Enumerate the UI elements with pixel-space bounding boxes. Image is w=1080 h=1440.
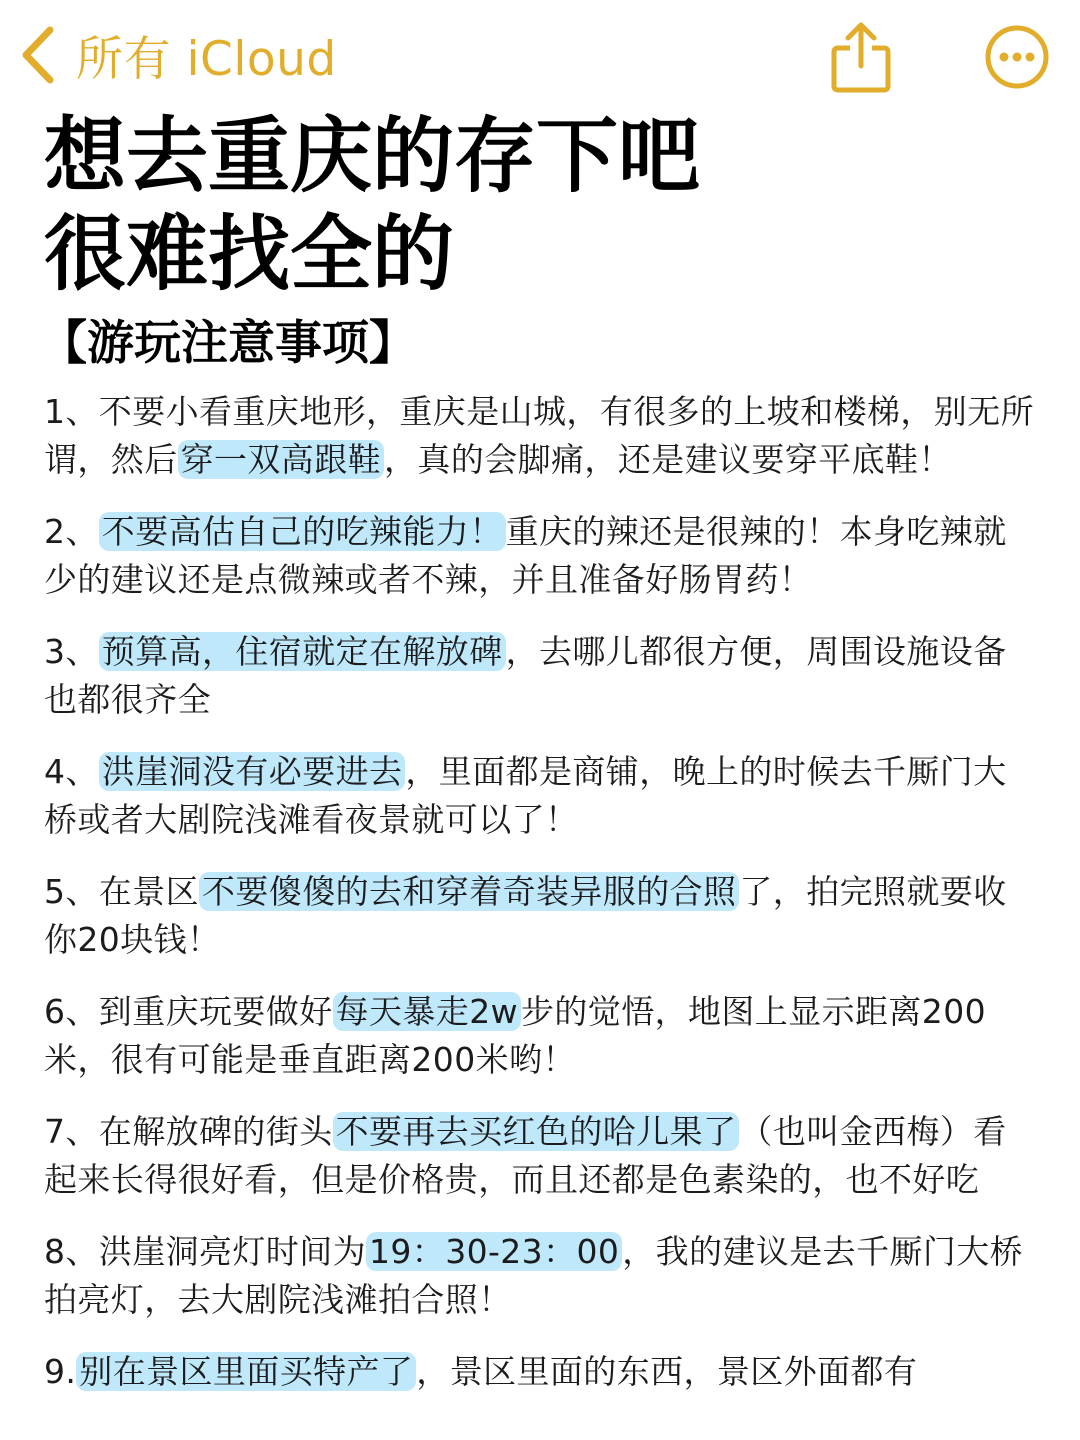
section-heading: 【游玩注意事项】 [40,316,416,371]
item-text: 3、 [44,632,99,671]
item-text: 了，拍完照就要收你20块钱！ [44,872,1007,959]
item-text: 1、不要小看重庆地形，重庆是山城，有很多的上坡和楼梯，别无所谓，然后 [44,392,1034,479]
item-highlight: 每天暴走2w [333,992,521,1031]
item-highlight: 别在景区里面买特产了 [76,1352,416,1391]
item-text: 6、到重庆玩要做好 [44,992,333,1031]
note-item-3 [44,628,1034,724]
note-title-line-2: 很难找全的 [44,207,455,302]
item-text: 4、 [44,752,99,791]
note-item-9 [44,1348,1034,1396]
chevron-left-icon [14,22,62,88]
item-text: （也叫金西梅）看起来长得很好看，但是价格贵，而且还都是色素染的，也不好吃 [44,1112,1007,1199]
note-item-2 [44,508,1034,604]
more-icon[interactable] [984,24,1050,90]
note-title-line-1: 想去重庆的存下吧 [44,109,701,204]
item-text: 7、在解放碑的街头 [44,1112,333,1151]
item-text: ，去哪儿都很方便，周围设施设备也都很齐全 [44,632,1007,719]
note-item-1 [44,388,1034,484]
note-item-8 [44,1228,1034,1324]
item-highlight: 洪崖洞没有必要进去 [99,752,406,791]
item-text: 2、 [44,512,99,551]
item-text: 5、在景区 [44,872,199,911]
share-icon[interactable] [828,20,894,94]
item-text: 重庆的辣还是很辣的！本身吃辣就少的建议还是点微辣或者不辣，并且准备好肠胃药！ [44,512,1007,599]
item-text: ，景区里面的东西，景区外面都有 [416,1352,918,1391]
item-text: ，我的建议是去千厮门大桥拍亮灯，去大剧院浅滩拍合照！ [44,1232,1024,1319]
note-item-4 [44,748,1034,844]
item-highlight: 不要高估自己的吃辣能力！ [99,512,506,551]
item-text: 步的觉悟，地图上显示距离200米，很有可能是垂直距离200米哟！ [44,992,986,1079]
back-button[interactable] [14,22,337,88]
note-title[interactable] [44,108,1044,304]
item-highlight: 不要傻傻的去和穿着奇装异服的合照 [199,872,739,911]
item-highlight: 穿一双高跟鞋 [178,440,384,479]
note-body[interactable] [44,388,1034,1420]
back-label: 所有 iCloud [76,31,337,87]
item-text: 9. [44,1352,77,1391]
item-highlight: 不要再去买红色的哈儿果了 [333,1112,740,1151]
nav-bar [0,0,1080,112]
item-highlight: 19：30-23：00 [366,1232,622,1271]
item-text: ，里面都是商铺，晚上的时候去千厮门大桥或者大剧院浅滩看夜景就可以了！ [44,752,1007,839]
note-item-5 [44,868,1034,964]
item-text: 8、洪崖洞亮灯时间为 [44,1232,366,1271]
item-highlight: 预算高，住宿就定在解放碑 [99,632,506,671]
note-item-7 [44,1108,1034,1204]
note-item-6 [44,988,1034,1084]
item-text: ，真的会脚痛，还是建议要穿平底鞋！ [384,440,952,479]
